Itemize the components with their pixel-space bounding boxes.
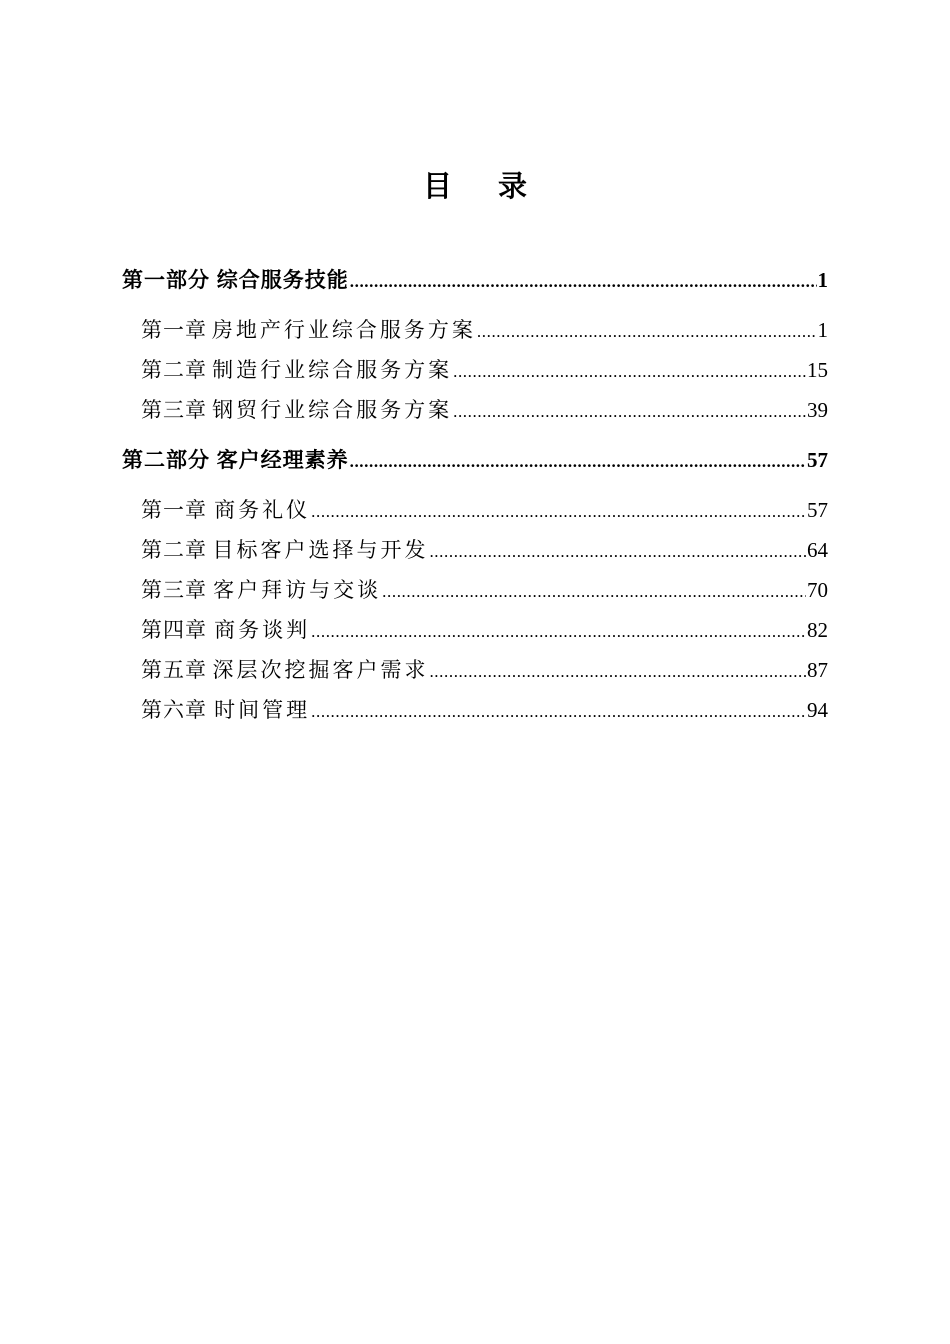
dot-leader — [453, 356, 806, 388]
part-title: 客户经理素养 — [216, 447, 349, 472]
page-number: 87 — [807, 658, 828, 682]
page-number: 70 — [807, 578, 828, 602]
chapter-title: 目标客户选择与开发 — [212, 538, 429, 562]
toc-chapter-entry[interactable] — [141, 534, 828, 566]
dot-leader — [311, 616, 806, 648]
page-number: 1 — [817, 318, 828, 342]
toc-chapter-entry[interactable] — [141, 614, 828, 646]
part-title: 综合服务技能 — [216, 267, 349, 292]
dot-leader — [429, 656, 806, 688]
chapter-number: 第三章 — [141, 398, 207, 422]
part-number: 第二部分 — [122, 447, 210, 472]
part-number: 第一部分 — [122, 267, 210, 292]
chapter-title: 客户拜访与交谈 — [213, 578, 382, 602]
page-number: 57 — [807, 498, 828, 522]
dot-leader — [429, 536, 806, 568]
toc-chapter-entry[interactable] — [141, 694, 828, 726]
toc-chapter-entry[interactable] — [141, 394, 828, 426]
chapter-number: 第一章 — [141, 318, 207, 342]
dot-leader — [350, 266, 817, 298]
chapter-title: 时间管理 — [214, 698, 311, 722]
page-number: 57 — [807, 448, 828, 472]
chapter-title: 商务礼仪 — [214, 498, 311, 522]
page-number: 82 — [807, 618, 828, 642]
chapter-title: 房地产行业综合服务方案 — [211, 318, 476, 342]
chapter-title: 商务谈判 — [214, 618, 311, 642]
chapter-number: 第六章 — [141, 698, 207, 722]
toc-part-entry[interactable] — [122, 264, 828, 296]
page-number: 94 — [807, 698, 828, 722]
chapter-number: 第二章 — [141, 538, 207, 562]
chapter-number: 第一章 — [141, 498, 207, 522]
dot-leader — [477, 316, 817, 348]
dot-leader — [350, 446, 806, 478]
page-number: 1 — [817, 268, 828, 292]
toc-chapter-entry[interactable] — [141, 494, 828, 526]
toc-chapter-entry[interactable] — [141, 574, 828, 606]
page-number: 64 — [807, 538, 828, 562]
toc-chapter-entry[interactable] — [141, 354, 828, 386]
chapter-number: 第二章 — [141, 358, 207, 382]
page-number: 15 — [807, 358, 828, 382]
chapter-number: 第四章 — [141, 618, 207, 642]
toc-part-entry[interactable] — [122, 444, 828, 476]
toc-chapter-entry[interactable] — [141, 654, 828, 686]
chapter-number: 第三章 — [141, 578, 207, 602]
dot-leader — [453, 396, 806, 428]
toc-chapter-entry[interactable] — [141, 314, 828, 346]
dot-leader — [311, 496, 806, 528]
page-number: 39 — [807, 398, 828, 422]
chapter-title: 制造行业综合服务方案 — [212, 358, 453, 382]
dot-leader — [382, 576, 806, 608]
dot-leader — [311, 696, 806, 728]
chapter-title: 钢贸行业综合服务方案 — [212, 398, 453, 422]
chapter-number: 第五章 — [141, 658, 207, 682]
chapter-title: 深层次挖掘客户需求 — [212, 658, 429, 682]
toc-title: 目 录 — [422, 169, 546, 203]
